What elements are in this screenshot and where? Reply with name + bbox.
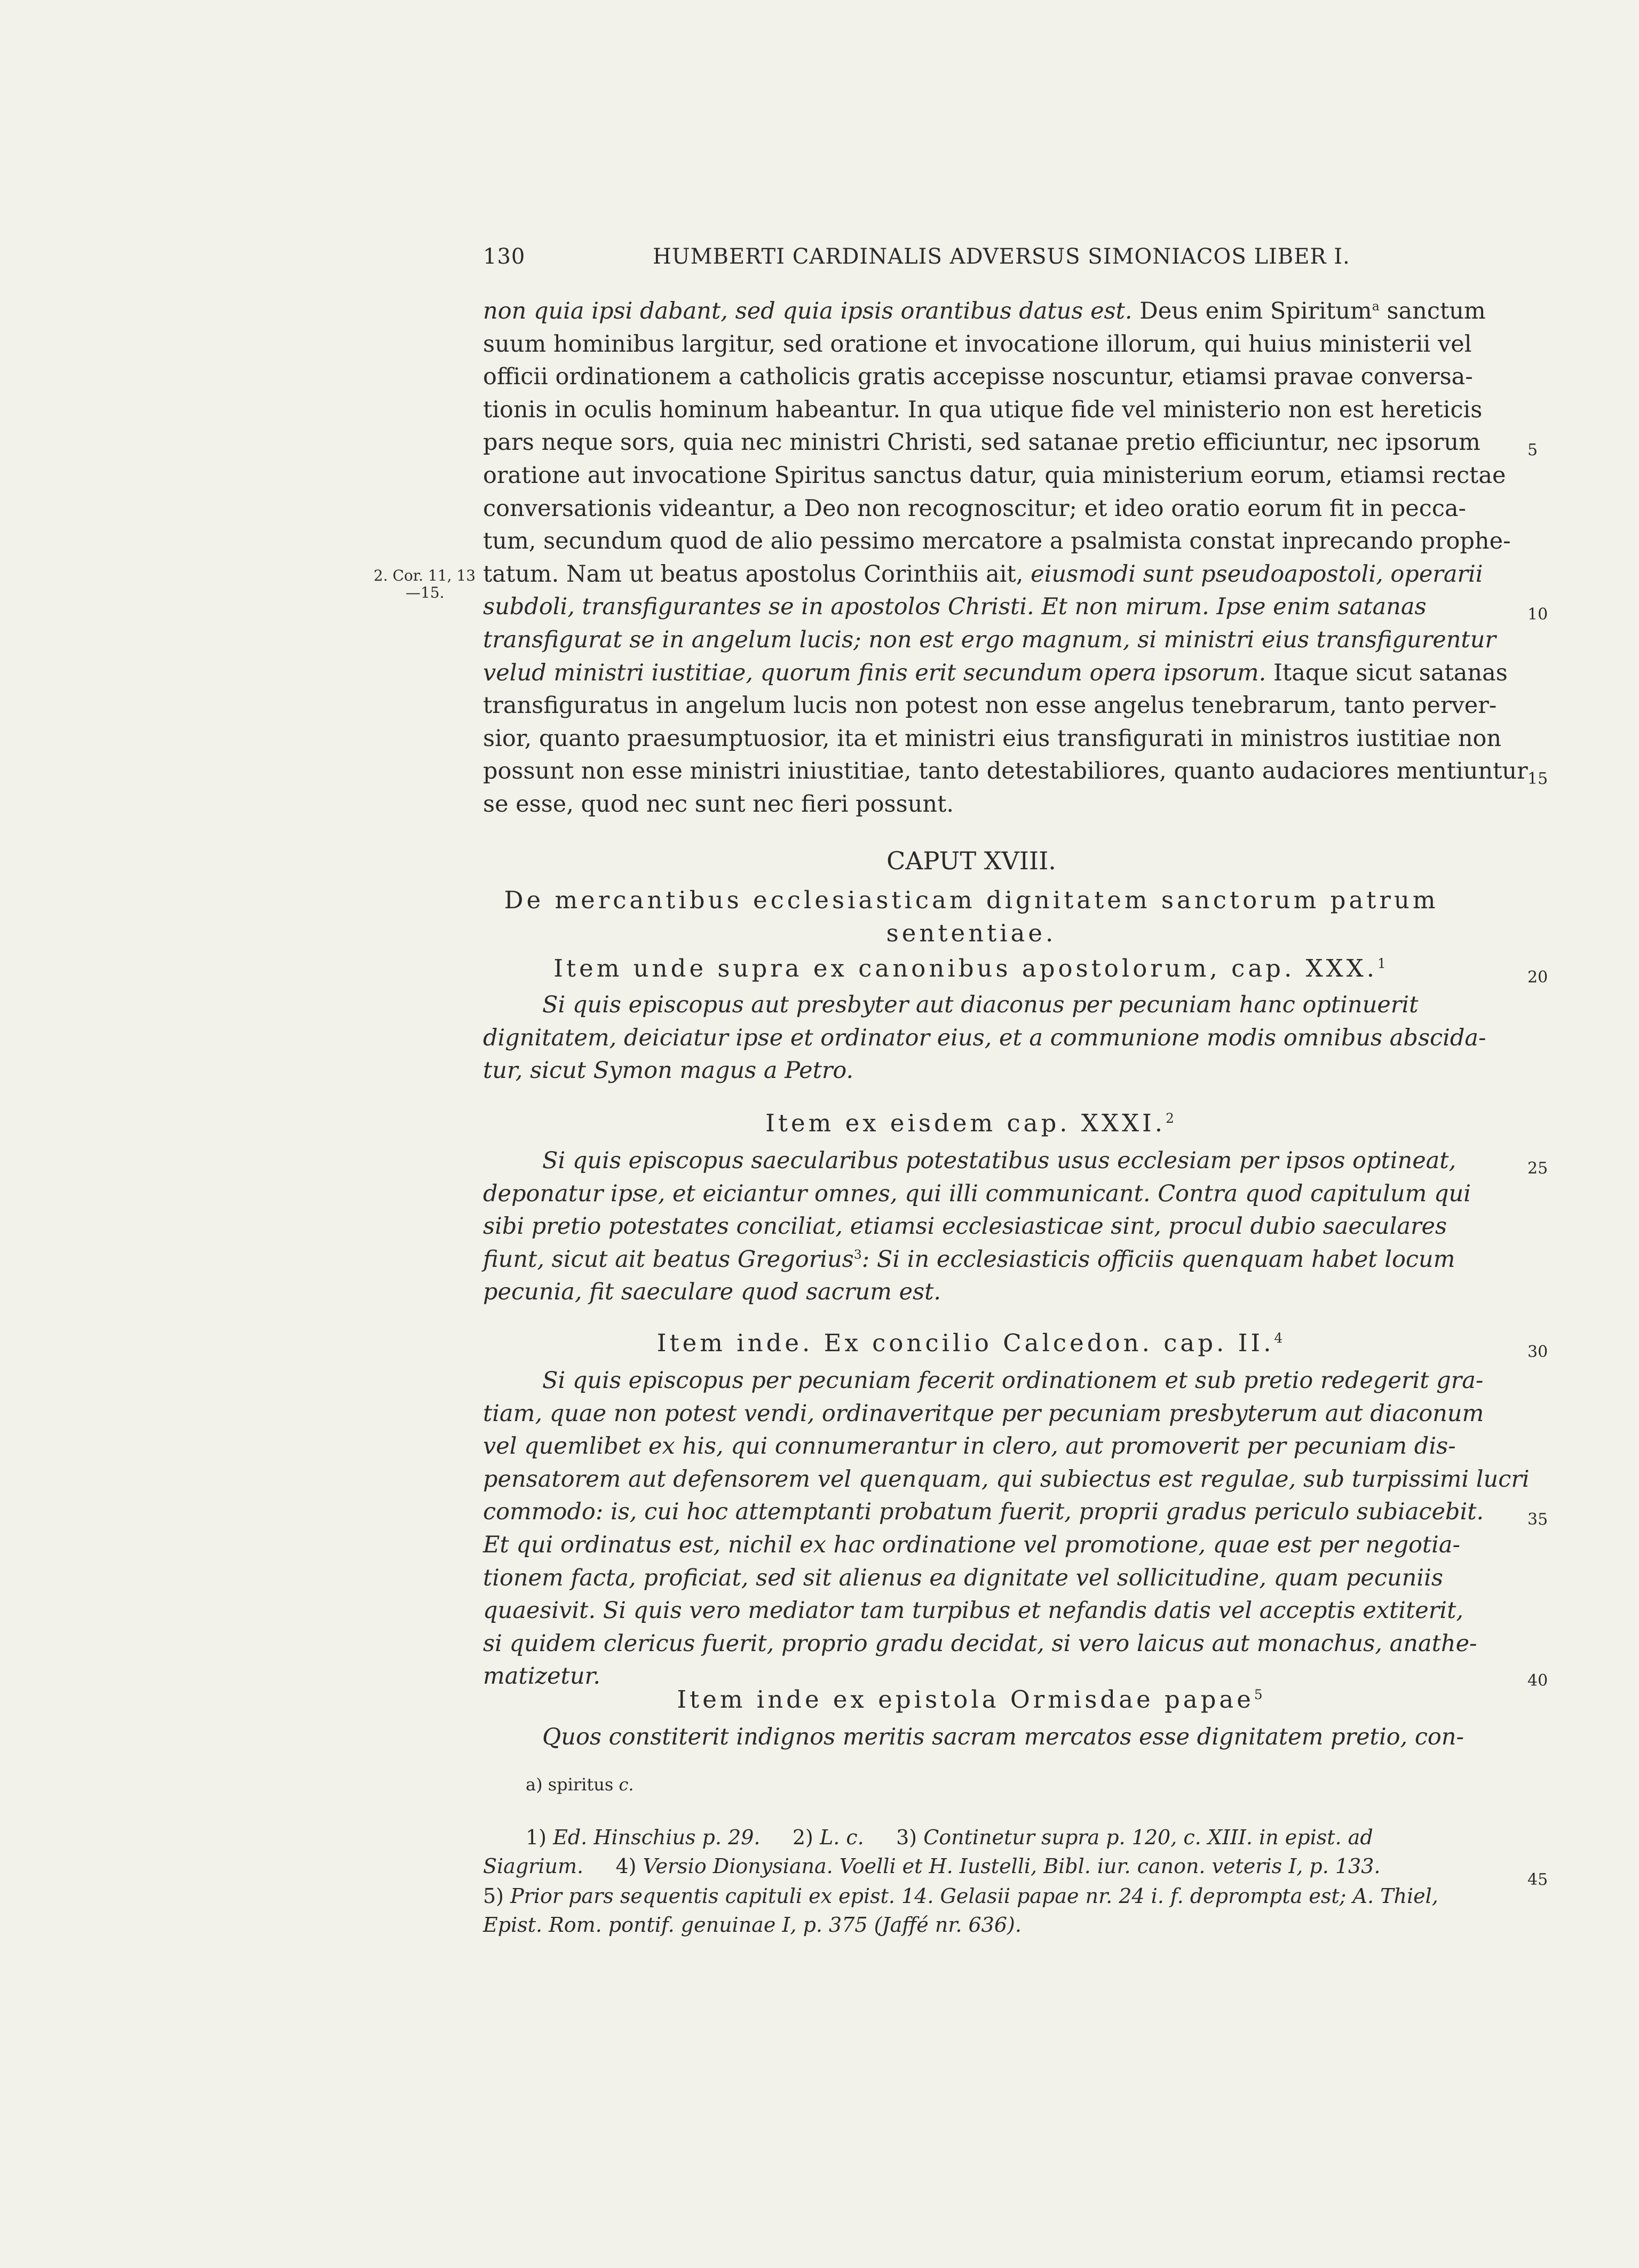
text-segment: oratione aut invocatione Spiritus sanctus datur, quia ministerium eorum, etiamsi rectae: [483, 462, 1506, 489]
section-3-line: [483, 1632, 1477, 1655]
body-line: [483, 530, 1511, 553]
line-number-30: 30: [1527, 1343, 1548, 1361]
text-segment: non quia ipsi dabant, sed quia ipsis orantibus datus est.: [483, 298, 1133, 324]
text-segment: 5): [483, 1884, 511, 1908]
text-segment: tum, secundum quod de alio pessimo mercatore a psalmista constat inprecando prophe-: [483, 528, 1511, 555]
body-line: [483, 330, 1472, 358]
body-line: [483, 760, 1528, 783]
section-1-line: [483, 1059, 853, 1082]
text-segment: Epist. Rom. pontif. genuinae I, p. 375 (Jaffé nr. 636).: [483, 1913, 1022, 1937]
text-segment: tiam, quae non potest vendi, ordinaveritque per pecuniam presbyterum aut diaconum: [483, 1400, 1484, 1427]
section-heading-2-text: Item ex eisdem cap. XXXI.: [765, 1109, 1166, 1137]
apparatus-siglum: c.: [619, 1774, 634, 1795]
section-heading-4: [483, 1685, 1460, 1714]
text-segment: officii ordinationem a catholicis gratis accepisse noscuntur, etiamsi pravae conversa-: [483, 363, 1473, 391]
section-heading-3: [483, 1329, 1460, 1357]
apparatus-text: spiritus: [548, 1774, 614, 1795]
line-number: 35: [1527, 1510, 1548, 1529]
text-segment: possunt non esse ministri iniustitiae, tanto detestabiliores, quanto audaciores mentiuntur: [483, 758, 1528, 785]
section-2-line: [542, 1149, 1456, 1172]
text-segment: Continetur supra p. 120, c. XIII. in epist. ad: [923, 1826, 1373, 1849]
body-line: [483, 431, 1480, 454]
section-2-line: [483, 1281, 941, 1304]
body-line: [483, 793, 954, 816]
body-line: [483, 300, 1486, 323]
section-1-line: [483, 1024, 1486, 1051]
text-segment: matizetur.: [483, 1663, 601, 1690]
text-segment: Si quis episcopus aut presbyter aut diaconus per pecuniam hanc optinuerit: [542, 992, 1419, 1018]
footnote-ref-4: 4: [1274, 1330, 1286, 1346]
chapter-subtitle-line2: sententiae.: [886, 919, 1057, 947]
page-number: 130: [483, 244, 526, 269]
footnote-ref-2: 2: [1166, 1111, 1177, 1126]
footnote-ref: 3: [853, 1247, 862, 1262]
text-segment: transfigurat se in angelum lucis; non est ergo magnum, si ministri eius transfigurentur: [483, 627, 1496, 653]
line-number: 15: [1527, 770, 1548, 789]
text-segment: transfiguratus in angelum lucis non potest non esse angelus tenebrarum, tanto perver-: [483, 692, 1497, 719]
footnote-ref: a: [1372, 298, 1380, 314]
footnote-line: [483, 1856, 1380, 1876]
text-segment: deponatur ipse, et eiciantur omnes, qui illi communicant. Contra quod capitulum qui: [483, 1180, 1471, 1207]
text-segment: subdoli, transfigurantes se in apostolos Christi. Et non mirum. Ipse enim satanas: [483, 593, 1427, 621]
section-3-line: [483, 1498, 1484, 1526]
section-3-line: [483, 1599, 1463, 1622]
section-3-line: [483, 1564, 1443, 1591]
section-3-line: [483, 1534, 1460, 1557]
text-segment: : Si in ecclesiasticis officiis quenquam habet locum: [861, 1246, 1455, 1273]
body-line: [483, 629, 1496, 652]
section-heading-4-text: Item inde ex epistola Ormisdae papae: [677, 1685, 1254, 1714]
text-segment: Deus enim Spiritum: [1132, 298, 1372, 324]
line-number: 25: [1527, 1159, 1548, 1178]
critical-apparatus: [526, 1776, 634, 1793]
text-segment: se esse, quod nec sunt nec fieri possunt.: [483, 791, 954, 818]
section-3-line: [542, 1369, 1483, 1392]
line-number: 10: [1527, 605, 1548, 624]
text-segment: sanctum: [1379, 298, 1486, 324]
text-segment: pars neque sors, quia nec ministri Christi, sed satanae pretio efficiuntur, nec ipsorum: [483, 429, 1480, 456]
text-segment: fiunt, sicut ait beatus Gregorius: [483, 1246, 854, 1273]
text-segment: 1): [526, 1826, 553, 1849]
text-segment: sibi pretio potestates conciliat, etiamsi ecclesiasticae sint, procul dubio saeculares: [483, 1213, 1447, 1240]
footnote-line: [483, 1886, 1438, 1906]
text-segment: conversationis videantur, a Deo non recognoscitur; et ideo oratio eorum fit in pecca-: [483, 495, 1467, 522]
text-segment: pecunia, fit saeculare quod sacrum est.: [483, 1279, 941, 1306]
body-line: [483, 497, 1466, 520]
text-segment: Ed. Hinschius p. 29.: [553, 1826, 761, 1849]
text-segment: tionis in oculis hominum habeantur. In qua utique fide vel ministerio non est hereticis: [483, 396, 1483, 423]
footnote-line: [483, 1915, 1022, 1935]
body-line: [483, 464, 1506, 487]
line-number-20: 20: [1527, 968, 1548, 987]
text-segment: Si quis episcopus saecularibus potestatibus usus ecclesiam per ipsos optineat,: [542, 1147, 1456, 1174]
text-segment: si quidem clericus fuerit, proprio gradu decidat, si vero laicus aut monachus, anathe-: [483, 1630, 1477, 1657]
text-segment: pensatorem aut defensorem vel quenquam, qui subiectus est regulae, sub turpissimi lucri: [483, 1465, 1530, 1493]
text-segment: 3): [864, 1826, 924, 1849]
section-1-line: [542, 994, 1418, 1017]
section-heading-1-text: Item unde supra ex canonibus apostolorum, cap. XXX.: [553, 954, 1378, 982]
line-number-40: 40: [1527, 1671, 1548, 1690]
line-number-45: 45: [1527, 1870, 1548, 1889]
running-title: HUMBERTI CARDINALIS ADVERSUS SIMONIACOS LIBER I.: [653, 244, 1350, 269]
body-line: [483, 593, 1427, 621]
text-segment: Et qui ordinatus est, nichil ex hac ordinatione vel promotione, quae est per negotia-: [483, 1532, 1461, 1558]
section-heading-2: [483, 1109, 1460, 1137]
text-segment: 2): [760, 1826, 820, 1849]
text-segment: Prior pars sequentis capituli ex epist. 14. Gelasii papae nr. 24 i. f. deprompta est; A. Thiel,: [510, 1884, 1438, 1908]
section-heading-1: [483, 954, 1460, 982]
footnote-ref-5: 5: [1254, 1687, 1266, 1702]
text-segment: suum hominibus largitur, sed oratione et invocatione illorum, qui huius ministerii vel: [483, 330, 1472, 358]
text-segment: dignitatem, deiciatur ipse et ordinator eius, et a communione modis omnibus abscida-: [483, 1024, 1486, 1051]
body-line: [483, 727, 1501, 750]
text-segment: Si quis episcopus per pecuniam fecerit ordinationem et sub pretio redegerit gra-: [542, 1367, 1484, 1394]
line-number: 5: [1527, 441, 1538, 460]
section-heading-3-text: Item inde. Ex concilio Calcedon. cap. II.: [656, 1329, 1274, 1357]
text-segment: sior, quanto praesumptuosior, ita et ministri eius transfigurati in ministros iustitiae non: [483, 725, 1502, 752]
text-segment: tionem facta, proficiat, sed sit alienus ea dignitate vel sollicitudine, quam pecuniis: [483, 1564, 1443, 1591]
section-3-line: [483, 1435, 1456, 1458]
body-line: [483, 396, 1483, 423]
section-2-line: [483, 1248, 1455, 1271]
text-segment: tatum. Nam ut beatus apostolus Corinthiis ait,: [483, 560, 1031, 588]
section-3-line: [483, 1465, 1530, 1493]
margin-reference-line1: 2. Cor. 11, 13: [374, 567, 476, 584]
section-2-line: [483, 1180, 1471, 1207]
body-line: [483, 560, 1483, 588]
margin-reference-line2: —15.: [406, 584, 445, 601]
apparatus-label: a): [526, 1774, 543, 1795]
text-segment: Versio Dionysiana. Voelli et H. Iustelli, Bibl. iur. canon. veteris I, p. 133.: [643, 1854, 1381, 1878]
section-2-line: [483, 1215, 1447, 1238]
chapter-subtitle-line1: De mercantibus ecclesiasticam dignitatem sanctorum patrum: [504, 886, 1439, 914]
text-segment: vel quemlibet ex his, qui connumerantur in clero, aut promoverit per pecuniam dis-: [483, 1433, 1456, 1460]
body-line: [483, 363, 1473, 391]
text-segment: eiusmodi sunt pseudoapostoli, operarii: [1031, 560, 1483, 588]
section-3-line: [483, 1402, 1484, 1425]
text-segment: velud ministri iustitiae, quorum finis erit secundum opera ipsorum.: [483, 659, 1266, 686]
text-segment: L. c.: [819, 1826, 864, 1849]
text-segment: 4): [583, 1854, 643, 1878]
text-segment: Siagrium.: [483, 1854, 584, 1878]
text-segment: tur, sicut Symon magus a Petro.: [483, 1057, 854, 1084]
chapter-title: CAPUT XVIII.: [886, 846, 1056, 875]
body-line: [483, 694, 1497, 717]
section-3-line: [483, 1665, 600, 1688]
text-segment: Itaque sicut satanas: [1266, 659, 1508, 686]
text-segment: quaesivit. Si quis vero mediator tam turpibus et nefandis datis vel acceptis extiterit,: [483, 1597, 1464, 1624]
footnote-ref-1: 1: [1377, 956, 1389, 971]
body-line: [483, 659, 1508, 686]
section-4-line: Quos constiterit indignos meritis sacram mercatos esse dignitatem pretio, con-: [542, 1724, 1464, 1750]
text-segment: commodo: is, cui hoc attemptanti probatum fuerit, proprii gradus periculo subiacebit.: [483, 1498, 1484, 1526]
footnote-line: [526, 1827, 1373, 1847]
